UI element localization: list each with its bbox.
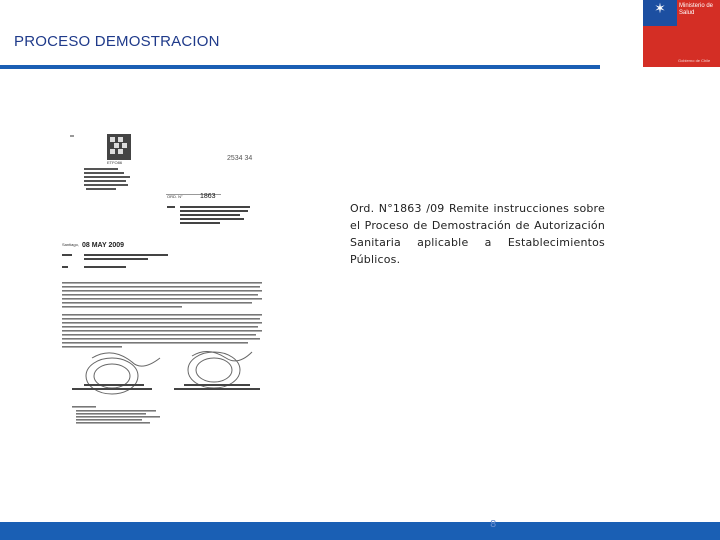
ministry-logo [643, 0, 720, 67]
document-description: Ord. N°1863 /09 Remite instrucciones sobre el Proceso de Demostración de Autorización Sanitaria aplicable a Establecimientos Públicos. [350, 202, 605, 266]
logo-tagline: Gobierno de Chile [678, 58, 711, 63]
logo-text [679, 3, 713, 17]
page-number: 8 [490, 519, 497, 530]
svg-text:ORD. N°: ORD. N° [167, 194, 183, 199]
coat-of-arms-icon: ✶ [654, 1, 666, 17]
crest-icon [107, 134, 131, 160]
title-underline [0, 65, 600, 69]
ord-number: 1863 [200, 193, 216, 200]
handwritten-number: 2534 34 [227, 155, 253, 162]
logo-line2: Salud [679, 10, 695, 16]
document-date: 08 MAY 2009 [82, 242, 125, 249]
svg-text:Santiago,: Santiago, [62, 242, 79, 247]
logo-line1: Ministerio de [679, 3, 714, 9]
svg-text:ETFO86: ETFO86 [107, 160, 123, 165]
footer-bar [0, 522, 720, 540]
scanned-document-image [62, 130, 268, 426]
page-title: PROCESO DEMOSTRACION [14, 33, 220, 50]
